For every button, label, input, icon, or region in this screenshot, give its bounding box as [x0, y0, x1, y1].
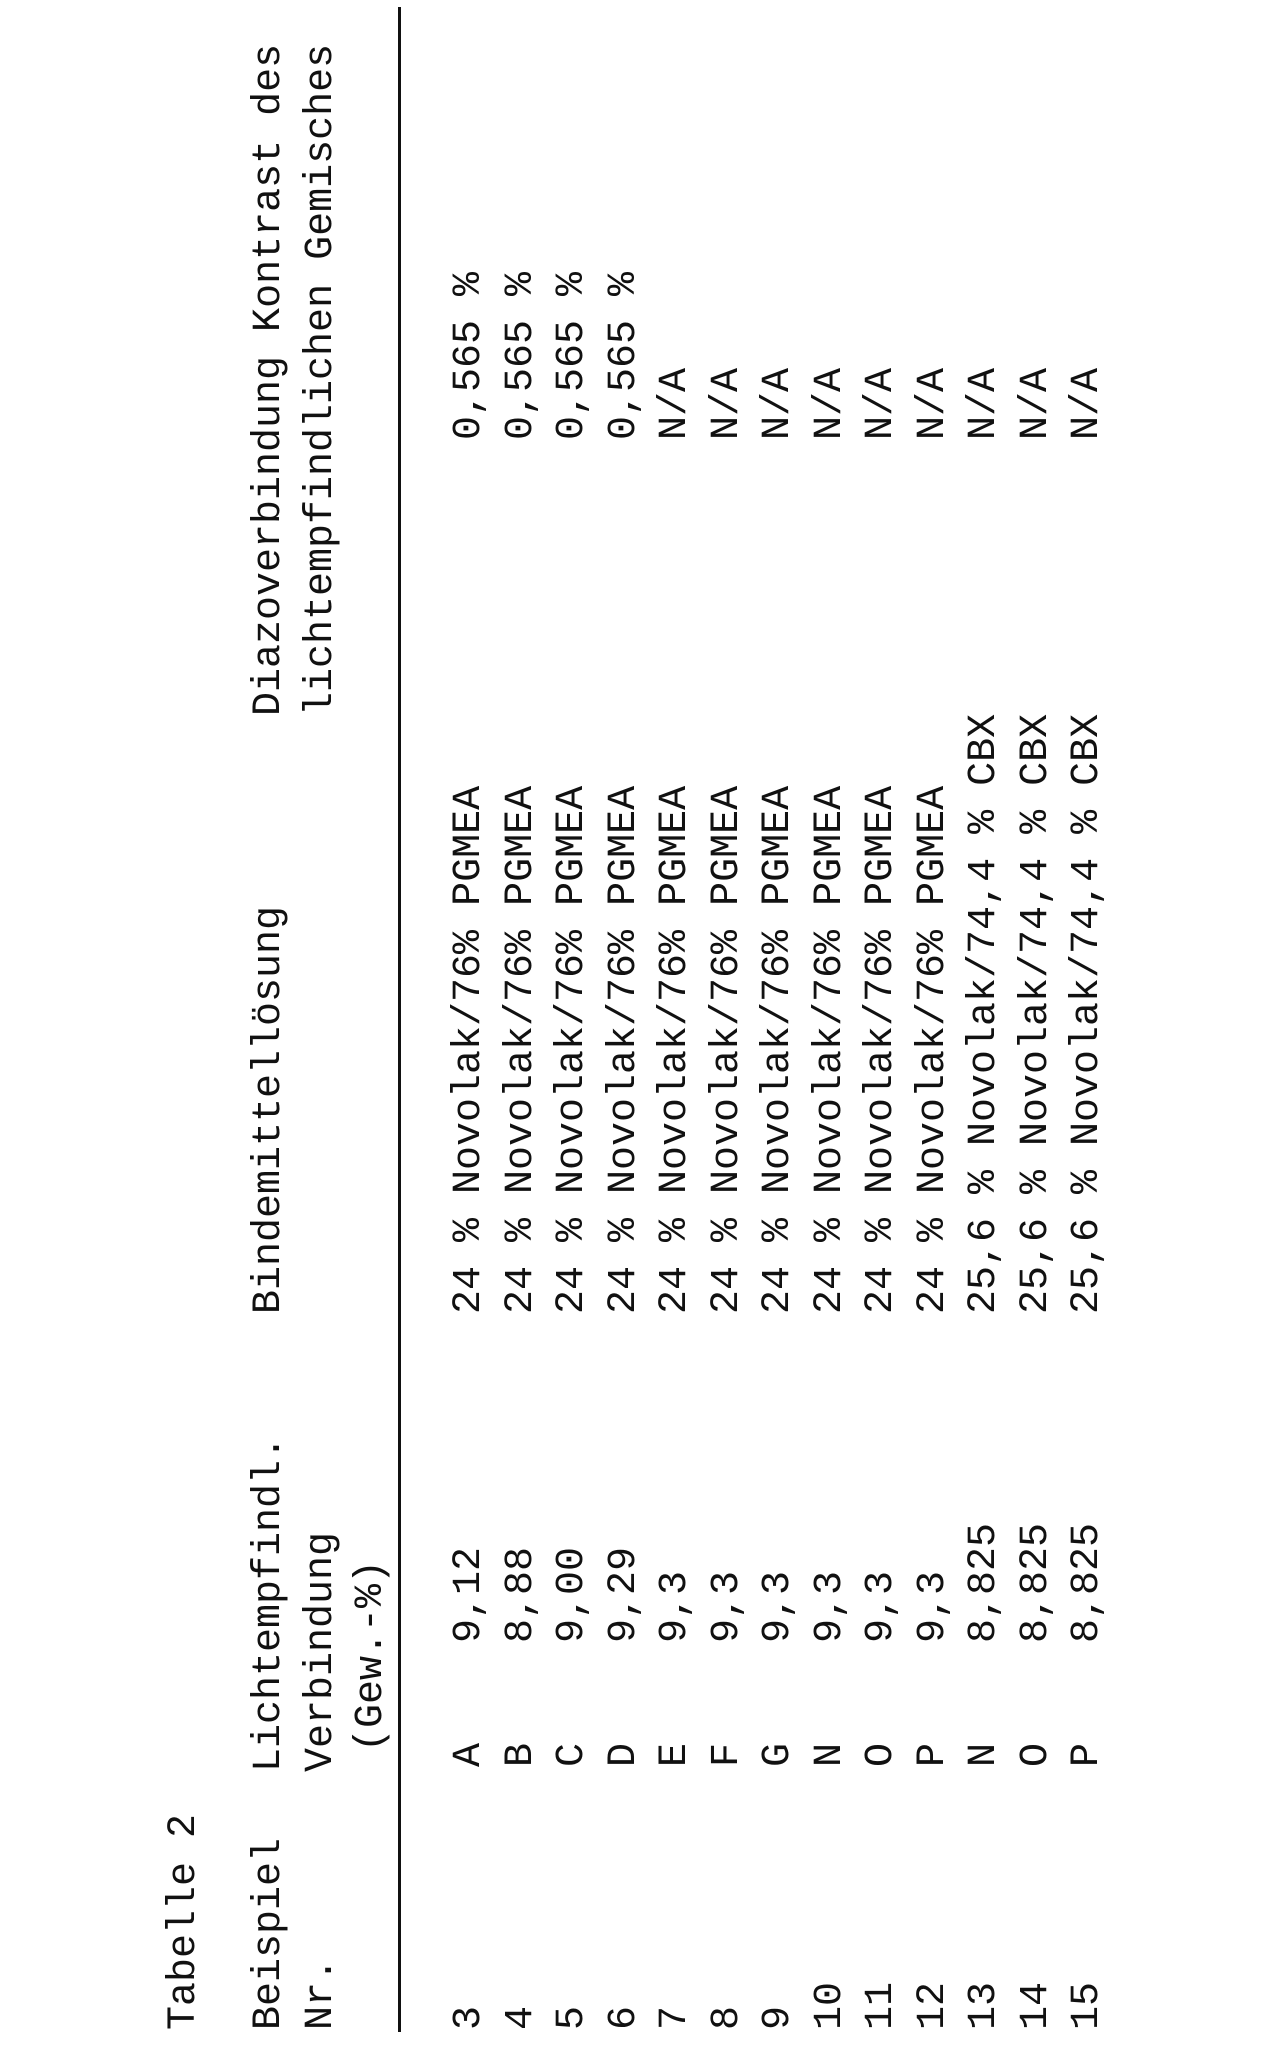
weight-percent: 9,29: [603, 1547, 647, 1643]
binder-solution: 24 % Novolak/76% PGMEA: [757, 786, 801, 1314]
binder-solution: 24 % Novolak/76% PGMEA: [706, 786, 750, 1314]
weight-percent: 9,00: [551, 1547, 595, 1643]
diazo-contrast: 0,565 %: [448, 272, 492, 440]
weight-percent: 8,825: [963, 1523, 1007, 1643]
example-number: 13: [963, 1982, 1007, 2030]
binder-solution: 24 % Novolak/76% PGMEA: [603, 786, 647, 1314]
diazo-contrast: N/A: [706, 368, 750, 440]
binder-solution: 25,6 % Novolak/74,4 % CBX: [1015, 714, 1059, 1314]
weight-percent: 8,88: [500, 1547, 544, 1643]
binder-solution: 24 % Novolak/76% PGMEA: [551, 786, 595, 1314]
header-example-2: Nr.: [300, 1958, 344, 2030]
weight-percent: 9,3: [860, 1571, 904, 1643]
compound-letter: N: [963, 1743, 1007, 1767]
compound-letter: O: [1015, 1743, 1059, 1767]
binder-solution: 24 % Novolak/76% PGMEA: [912, 786, 956, 1314]
header-example-1: Beispiel: [248, 1838, 292, 2030]
binder-solution: 24 % Novolak/76% PGMEA: [448, 786, 492, 1314]
header-binder: Bindemittellösung: [248, 906, 292, 1314]
compound-letter: P: [912, 1743, 956, 1767]
header-photo-3: (Gew.-%): [350, 1560, 394, 1752]
header-diazo-1: Diazoverbindung Kontrast des: [248, 44, 292, 716]
compound-letter: D: [603, 1743, 647, 1767]
weight-percent: 8,825: [1066, 1523, 1110, 1643]
compound-letter: O: [860, 1743, 904, 1767]
example-number: 15: [1066, 1982, 1110, 2030]
weight-percent: 9,12: [448, 1547, 492, 1643]
compound-letter: G: [757, 1743, 801, 1767]
diazo-contrast: N/A: [1066, 368, 1110, 440]
weight-percent: 9,3: [706, 1571, 750, 1643]
weight-percent: 9,3: [654, 1571, 698, 1643]
example-number: 7: [654, 2006, 698, 2030]
example-number: 4: [500, 2006, 544, 2030]
compound-letter: N: [809, 1743, 853, 1767]
weight-percent: 8,825: [1015, 1523, 1059, 1643]
diazo-contrast: N/A: [809, 368, 853, 440]
diazo-contrast: 0,565 %: [551, 272, 595, 440]
header-photo-2: Verbindung: [300, 1532, 344, 1772]
compound-letter: E: [654, 1743, 698, 1767]
rotated-table: [0, 0, 1261, 2072]
table-title: Tabelle 2: [163, 1814, 207, 2030]
compound-letter: B: [500, 1743, 544, 1767]
diazo-contrast: 0,565 %: [603, 272, 647, 440]
example-number: 9: [757, 2006, 801, 2030]
diazo-contrast: N/A: [757, 368, 801, 440]
weight-percent: 9,3: [757, 1571, 801, 1643]
compound-letter: P: [1066, 1743, 1110, 1767]
header-rule: [398, 7, 401, 2032]
weight-percent: 9,3: [809, 1571, 853, 1643]
example-number: 6: [603, 2006, 647, 2030]
binder-solution: 24 % Novolak/76% PGMEA: [860, 786, 904, 1314]
diazo-contrast: N/A: [1015, 368, 1059, 440]
diazo-contrast: N/A: [963, 368, 1007, 440]
example-number: 10: [809, 1982, 853, 2030]
binder-solution: 25,6 % Novolak/74,4 % CBX: [963, 714, 1007, 1314]
example-number: 12: [912, 1982, 956, 2030]
weight-percent: 9,3: [912, 1571, 956, 1643]
compound-letter: A: [448, 1743, 492, 1767]
compound-letter: C: [551, 1743, 595, 1767]
example-number: 3: [448, 2006, 492, 2030]
example-number: 8: [706, 2006, 750, 2030]
binder-solution: 24 % Novolak/76% PGMEA: [654, 786, 698, 1314]
diazo-contrast: N/A: [654, 368, 698, 440]
binder-solution: 24 % Novolak/76% PGMEA: [809, 786, 853, 1314]
header-diazo-2: lichtempfindlichen Gemisches: [300, 44, 344, 716]
binder-solution: 25,6 % Novolak/74,4 % CBX: [1066, 714, 1110, 1314]
example-number: 14: [1015, 1982, 1059, 2030]
diazo-contrast: 0,565 %: [500, 272, 544, 440]
binder-solution: 24 % Novolak/76% PGMEA: [500, 786, 544, 1314]
header-photo-1: Lichtempfindl.: [248, 1436, 292, 1772]
diazo-contrast: N/A: [860, 368, 904, 440]
diazo-contrast: N/A: [912, 368, 956, 440]
example-number: 11: [860, 1982, 904, 2030]
compound-letter: F: [706, 1743, 750, 1767]
example-number: 5: [551, 2006, 595, 2030]
